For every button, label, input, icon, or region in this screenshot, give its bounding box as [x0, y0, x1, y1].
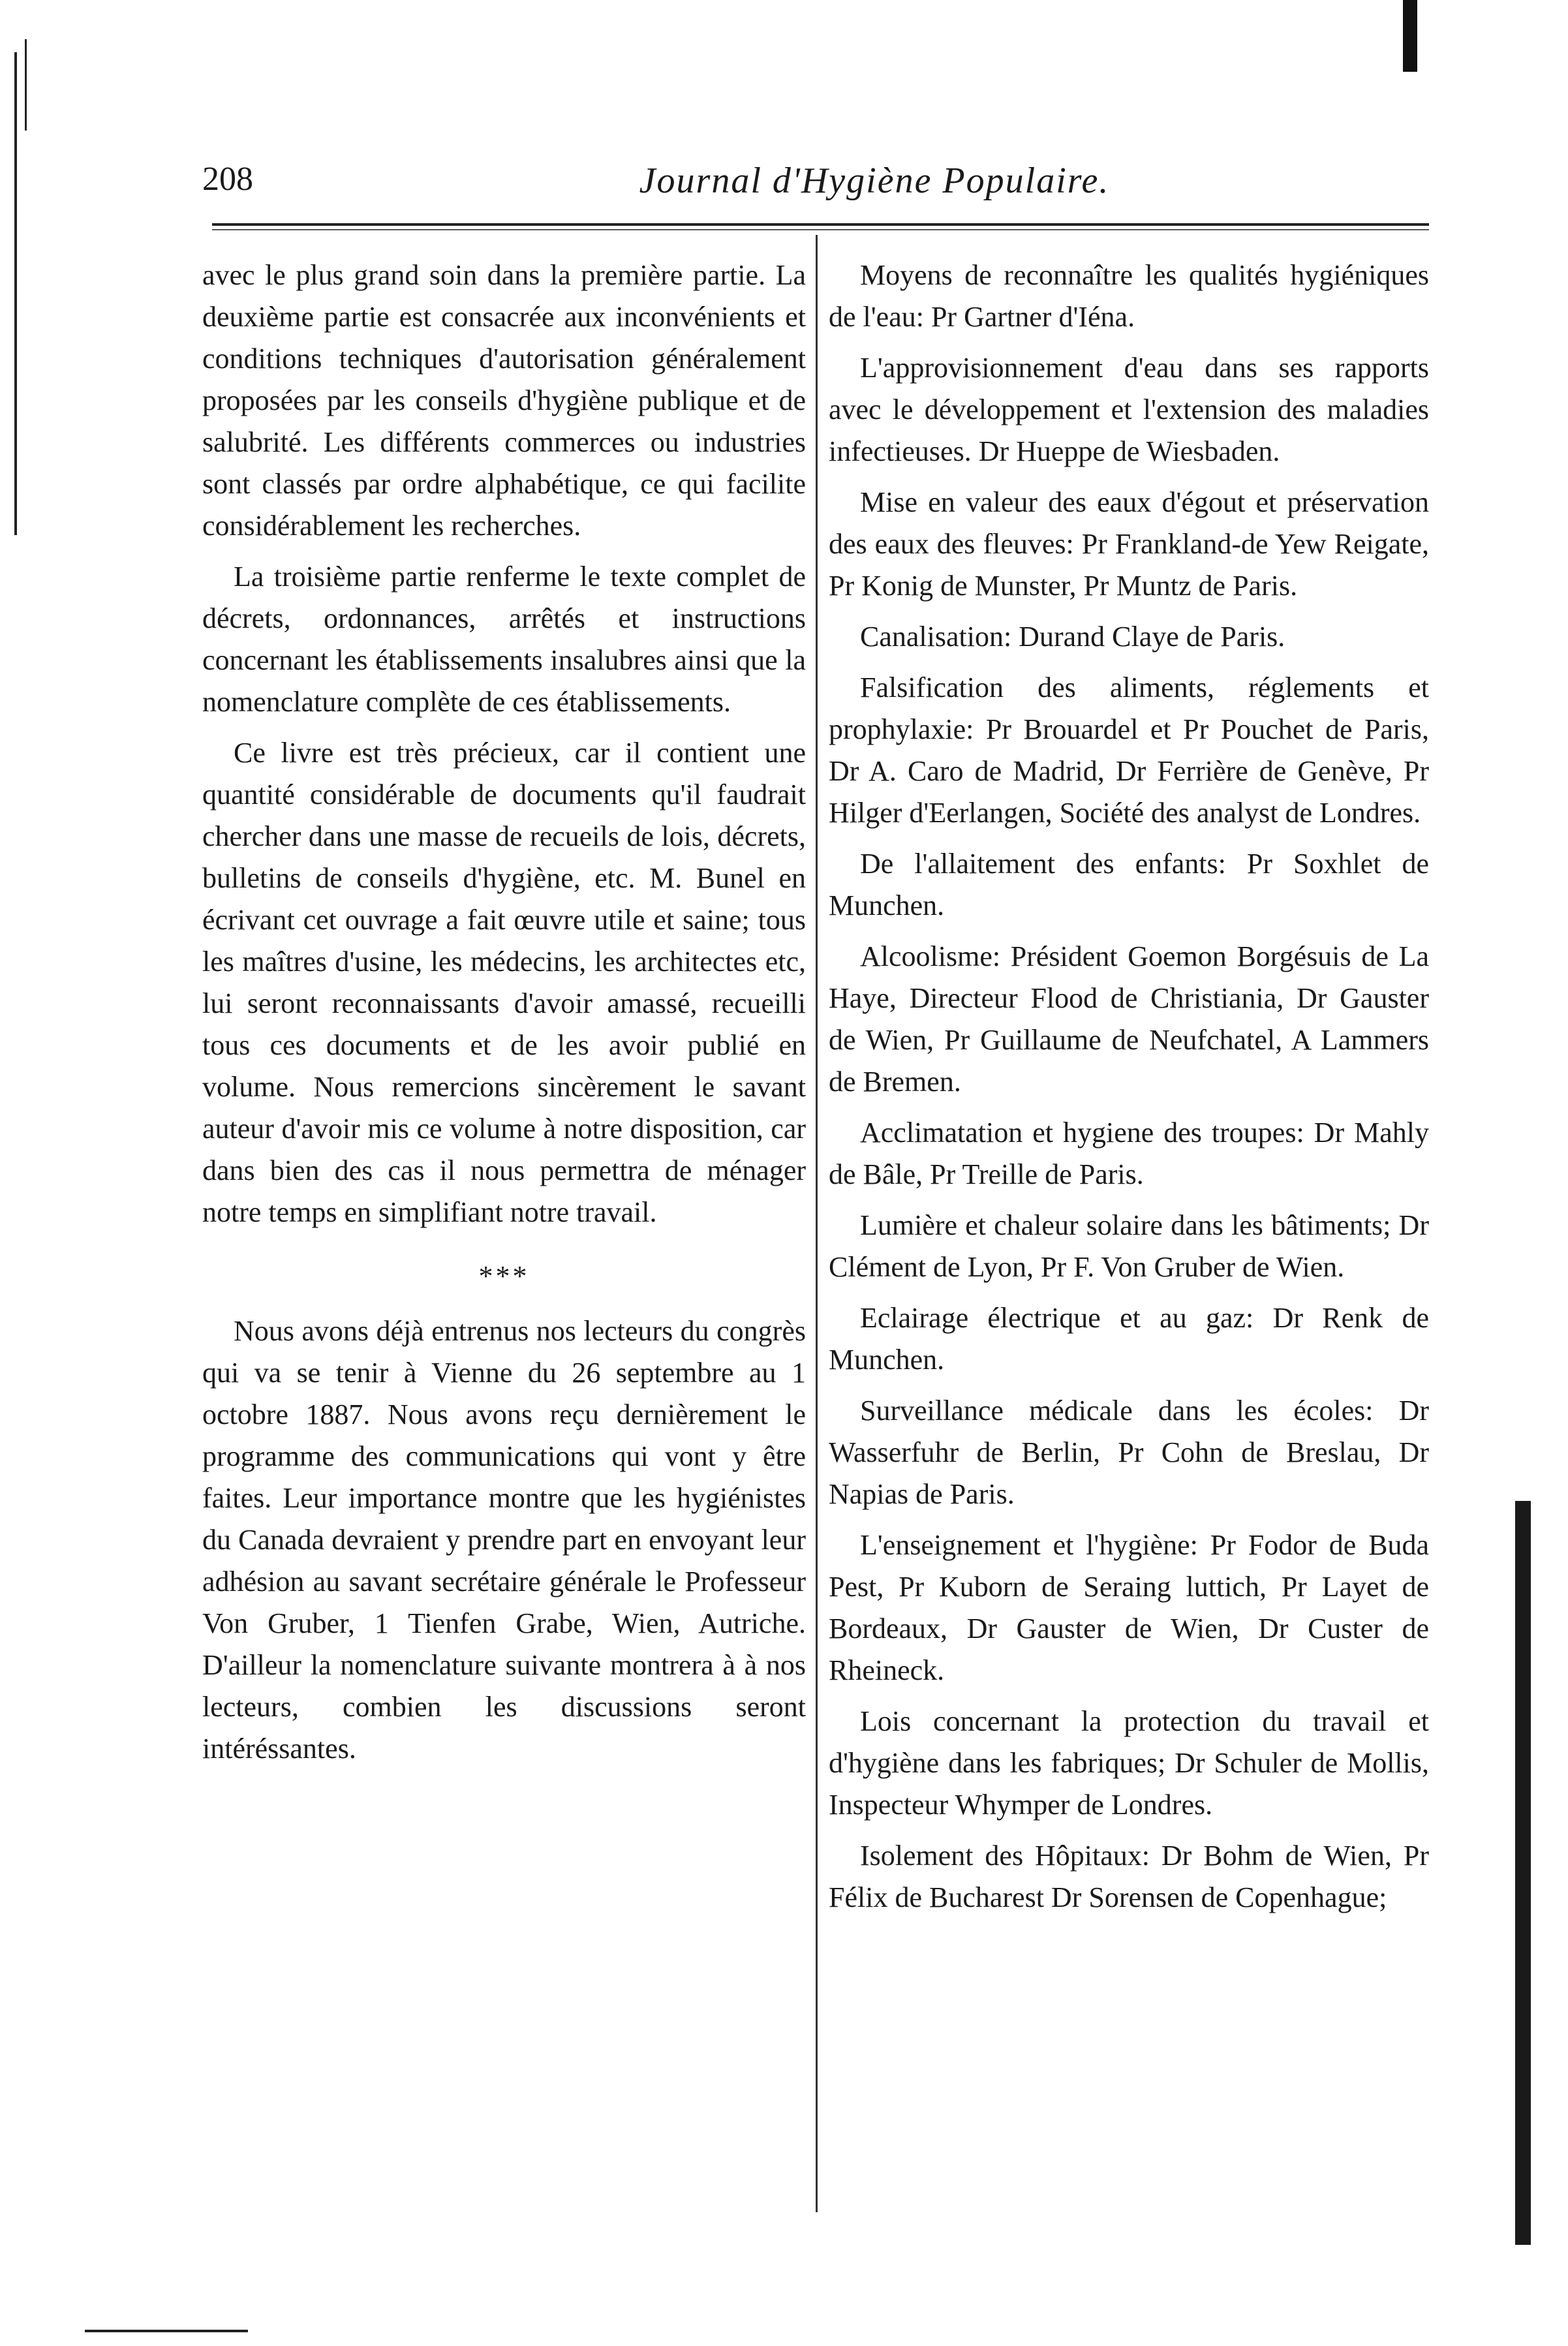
right-column — [829, 255, 1429, 1928]
congress-topic: L'enseignement et l'hygiène: Pr Fodor de Buda Pest, Pr Kuborn de Seraing luttich, Pr Layet de Bordeaux, Dr Gauster de Wien, Dr Custer de Rheineck. — [829, 1529, 1429, 1686]
paragraph: Ce livre est très précieux, car il contient une quantité considérable de documents qu'il faudrait chercher dans une masse de recueils de lois, décrets, bulletins de conseils d'hygiène, etc. M. Bunel en écrivant cet ouvrage a fait œuvre utile et saine; tous les maîtres d'usine, les médecins, les architectes etc, lui seront reconnaissants d'avoir amassé, recueilli tous ces documents et de les avoir publié en volume. Nous remercions sincèrement le savant auteur d'avoir mis ce volume à notre disposition, car dans bien des cas il nous permettra de ménager notre temps en simplifiant notre travail. — [202, 737, 806, 1228]
scan-edge-mark — [1403, 0, 1417, 72]
congress-topic: Falsification des aliments, réglements et prophylaxie: Pr Brouardel et Pr Pouchet de Paris, Dr A. Caro de Madrid, Dr Ferrière de Genève, Pr Hilger d'Eerlangen, Société des analyst de Londres. — [829, 671, 1429, 829]
page-number: 208 — [202, 161, 253, 198]
paragraph: avec le plus grand soin dans la première partie. La deuxième partie est consacrée aux inconvénients et conditions techniques d'autorisation généralement proposées par les conseils d'hygiène publique et de salubrité. Les différents commerces ou industries sont classés par ordre alphabétique, ce qui facilite considérablement les recherches. — [202, 259, 806, 542]
congress-topic: Canalisation: Durand Claye de Paris. — [860, 621, 1285, 653]
asterism-separator: *** — [478, 1260, 530, 1292]
congress-topic: L'approvisionnement d'eau dans ses rapports avec le développement et l'extension des maladies infectieuses. Dr Hueppe de Wiesbaden. — [829, 352, 1429, 467]
congress-topic: Acclimatation et hygiene des troupes: Dr Mahly de Bâle, Pr Treille de Paris. — [829, 1117, 1429, 1190]
scan-edge-mark — [25, 39, 27, 131]
paragraph: Nous avons déjà entrenus nos lecteurs du congrès qui va se tenir à Vienne du 26 septembre au 1 octobre 1887. Nous avons reçu dernièrement le programme des communications qui vont y être faites. Leur importance montre que les hygiénistes du Canada devraient y prendre part en envoyant leur adhésion au savant secrétaire générale le Professeur Von Gruber, 1 Tienfen Grabe, Wien, Autriche. D'ailleur la nomenclature suivante montrera à à nos lecteurs, combien les discussions seront intéréssantes. — [202, 1315, 806, 1765]
congress-topic: Lois concernant la protection du travail et d'hygiène dans les fabriques; Dr Schuler de Mollis, Inspecteur Whymper de Londres. — [829, 1705, 1429, 1821]
column-divider — [816, 235, 818, 2212]
running-title: Journal d'Hygiène Populaire. — [639, 161, 1110, 201]
congress-topic: Isolement des Hôpitaux: Dr Bohm de Wien, Pr Félix de Bucharest Dr Sorensen de Copenhague; — [829, 1840, 1429, 1913]
paragraph: La troisième partie renferme le texte complet de décrets, ordonnances, arrêtés et instructions concernant les établissements insalubres ainsi que la nomenclature complète de ces établissements. — [202, 561, 806, 718]
congress-topic: Lumière et chaleur solaire dans les bâtiments; Dr Clément de Lyon, Pr F. Von Gruber de Wien. — [829, 1209, 1429, 1283]
left-column — [202, 255, 806, 1779]
congress-topic: Surveillance médicale dans les écoles: Dr Wasserfuhr de Berlin, Pr Cohn de Breslau, Dr Napias de Paris. — [829, 1395, 1429, 1510]
header-rule — [212, 223, 1429, 226]
scan-edge-mark — [1515, 1501, 1531, 2245]
page-header — [202, 160, 1429, 212]
scan-edge-mark — [85, 2330, 248, 2332]
header-rule — [212, 229, 1429, 230]
congress-topic: De l'allaitement des enfants: Pr Soxhlet de Munchen. — [829, 848, 1429, 921]
congress-topic: Eclairage électrique et au gaz: Dr Renk de Munchen. — [829, 1302, 1429, 1376]
congress-topic: Alcoolisme: Président Goemon Borgésuis de La Haye, Directeur Flood de Christiania, Dr Gauster de Wien, Pr Guillaume de Neufchatel, A Lammers de Bremen. — [829, 940, 1429, 1098]
congress-topic: Moyens de reconnaître les qualités hygiéniques de l'eau: Pr Gartner d'Iéna. — [829, 259, 1429, 333]
congress-topic: Mise en valeur des eaux d'égout et préservation des eaux des fleuves: Pr Frankland-de Yew Reigate, Pr Konig de Munster, Pr Muntz de Paris. — [829, 486, 1429, 602]
scan-edge-mark — [14, 52, 17, 535]
